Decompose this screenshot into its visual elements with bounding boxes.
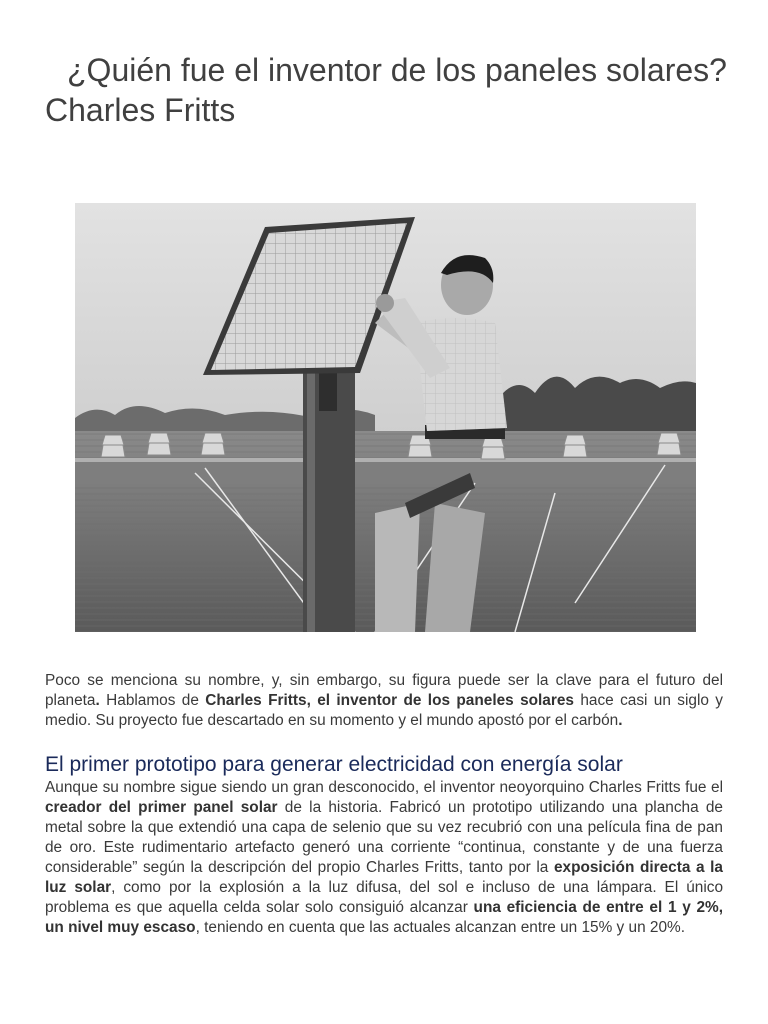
intro-text-2: Hablamos de — [99, 692, 206, 709]
intro-text-1: Poco se menciona su nombre, y, sin embargo, su figura puede ser la clave para el futuro del planeta — [45, 672, 723, 709]
section-bold-3: una eficiencia de entre el 1 y 2%, un nivel muy escaso — [45, 899, 723, 936]
photo-man-solar-panel — [75, 203, 696, 632]
intro-bold-period: . — [95, 692, 100, 709]
section-bold-1: creador del primer panel solar — [45, 799, 278, 816]
page-title — [45, 50, 735, 130]
section-bold-2: exposición directa a la luz solar — [45, 859, 723, 896]
section-text-4: , teniendo en cuenta que las actuales alcanzan entre un 15% y un 20%. — [195, 919, 685, 936]
section-text-1: Aunque su nombre sigue siendo un gran desconocido, el inventor neoyorquino Charles Fritts fue el — [45, 779, 723, 796]
section-heading: El primer prototipo para generar electricidad con energía solar — [45, 753, 623, 776]
section-text-3: , como por la explosión a la luz difusa, del sol e incluso de una lámpara. El único problema es que aquella celda solar solo consiguió alcanzar — [45, 879, 723, 916]
intro-bold-1: Charles Fritts, el inventor de los paneles solares — [205, 692, 574, 709]
section-paragraph — [45, 778, 723, 938]
intro-bold-2: . — [618, 712, 623, 729]
title-question: ¿Quién fue el inventor de los paneles solares? — [67, 52, 727, 88]
title-name: Charles Fritts — [45, 92, 236, 128]
intro-text-3: hace casi un siglo y medio. Su proyecto fue descartado en su momento y el mundo apostó por el carbón — [45, 692, 723, 729]
intro-paragraph — [45, 671, 723, 731]
section-text-2: de la historia. Fabricó un prototipo utilizando una plancha de metal sobre la que extendió una capa de selenio que su vez recubrió con una película fina de pan de oro. Este rudimentario artefacto generó una corriente “continua, constante y de una fuerza considerable” según la descripción del propio Charles Fritts, tanto por la — [45, 799, 723, 876]
